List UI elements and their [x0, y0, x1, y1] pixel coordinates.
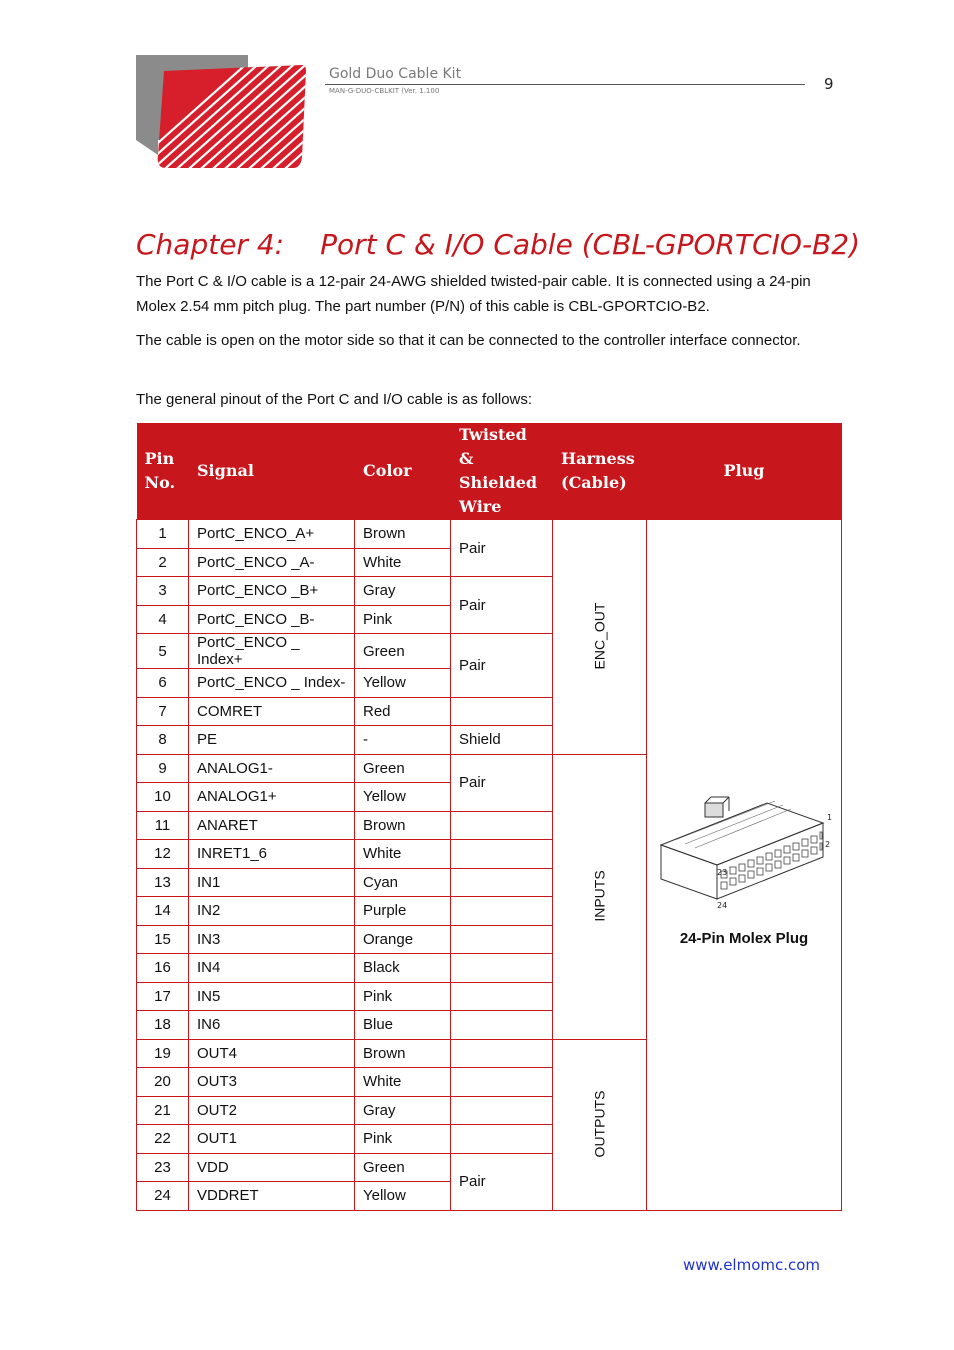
color-cell: White [355, 1068, 451, 1097]
pin-cell: 14 [137, 897, 189, 926]
signal-cell: ANARET [189, 811, 355, 840]
signal-cell: PE [189, 726, 355, 755]
color-cell: White [355, 840, 451, 869]
footer-website-link[interactable]: www.elmomc.com [683, 1256, 821, 1274]
paragraph-open-side: The cable is open on the motor side so that it can be connected to the controller interface connector. [136, 332, 801, 349]
color-cell: Brown [355, 811, 451, 840]
header-harness: Harness (Cable) [553, 423, 647, 520]
pin-cell: 15 [137, 925, 189, 954]
pin-cell: 2 [137, 548, 189, 577]
pin-cell: 24 [137, 1182, 189, 1211]
pin-cell: 22 [137, 1125, 189, 1154]
wire-cell [451, 697, 553, 726]
color-cell: Pink [355, 605, 451, 634]
color-cell: Brown [355, 1039, 451, 1068]
page-number: 9 [824, 75, 834, 93]
wire-cell: Pair [451, 577, 553, 634]
signal-cell: OUT3 [189, 1068, 355, 1097]
chapter-title: Port C & I/O Cable (CBL-GPORTCIO-B2) [320, 228, 860, 261]
signal-cell: VDD [189, 1153, 355, 1182]
color-cell: Yellow [355, 669, 451, 698]
color-cell: Green [355, 754, 451, 783]
wire-cell: Pair [451, 1153, 553, 1210]
pin-cell: 19 [137, 1039, 189, 1068]
harness-outputs [553, 1039, 647, 1210]
pin-cell: 13 [137, 868, 189, 897]
pin-cell: 8 [137, 726, 189, 755]
harness-inputs [553, 754, 647, 1039]
chapter-label: Chapter 4: [136, 228, 285, 261]
signal-cell: INRET1_6 [189, 840, 355, 869]
pin-cell: 12 [137, 840, 189, 869]
signal-cell: OUT2 [189, 1096, 355, 1125]
signal-cell: IN5 [189, 982, 355, 1011]
pinout-table [136, 423, 842, 1211]
color-cell: Blue [355, 1011, 451, 1040]
pin-cell: 18 [137, 1011, 189, 1040]
table-row [137, 520, 842, 549]
pin-cell: 17 [137, 982, 189, 1011]
color-cell: - [355, 726, 451, 755]
color-cell: Brown [355, 520, 451, 549]
header-plug: Plug [647, 423, 842, 520]
elmo-logo [136, 55, 320, 170]
pin-cell: 21 [137, 1096, 189, 1125]
wire-cell [451, 982, 553, 1011]
signal-cell: PortC_ENCO _ Index+ [189, 634, 355, 669]
wire-cell: Pair [451, 634, 553, 698]
signal-cell: IN2 [189, 897, 355, 926]
molex-plug-image [655, 783, 835, 918]
wire-cell [451, 925, 553, 954]
color-cell: Gray [355, 577, 451, 606]
color-cell: Green [355, 634, 451, 669]
wire-cell: Pair [451, 520, 553, 577]
wire-cell [451, 1125, 553, 1154]
plug-pin-label: 2 [825, 839, 831, 849]
plug-pin-label: 24 [717, 900, 728, 910]
color-cell: Pink [355, 982, 451, 1011]
signal-cell: IN6 [189, 1011, 355, 1040]
pin-cell: 10 [137, 783, 189, 812]
pin-cell: 7 [137, 697, 189, 726]
header-title: Gold Duo Cable Kit [329, 66, 462, 82]
pin-cell: 3 [137, 577, 189, 606]
plug-pin-label: 23 [717, 867, 728, 877]
header-twisted: Twisted & Shielded Wire [451, 423, 553, 520]
color-cell: Purple [355, 897, 451, 926]
color-cell: Orange [355, 925, 451, 954]
pin-cell: 4 [137, 605, 189, 634]
color-cell: Yellow [355, 783, 451, 812]
signal-cell: OUT4 [189, 1039, 355, 1068]
signal-cell: ANALOG1+ [189, 783, 355, 812]
header-pin: Pin No. [137, 423, 189, 520]
harness-enc-out [553, 520, 647, 755]
pin-cell: 9 [137, 754, 189, 783]
pin-cell: 23 [137, 1153, 189, 1182]
header-doc-id: MAN-G-DUO-CBLKIT (Ver. 1.100 [329, 87, 440, 95]
plug-cell [647, 520, 842, 1211]
harness-label: ENC_OUT [591, 602, 608, 670]
wire-cell [451, 954, 553, 983]
signal-cell: IN1 [189, 868, 355, 897]
wire-cell: Shield [451, 726, 553, 755]
signal-cell: PortC_ENCO _A- [189, 548, 355, 577]
table-header-row [137, 423, 842, 520]
signal-cell: PortC_ENCO_A+ [189, 520, 355, 549]
wire-cell [451, 868, 553, 897]
harness-label: INPUTS [591, 870, 608, 922]
color-cell: Gray [355, 1096, 451, 1125]
harness-label: OUTPUTS [591, 1090, 608, 1158]
signal-cell: PortC_ENCO _B+ [189, 577, 355, 606]
pin-cell: 11 [137, 811, 189, 840]
signal-cell: IN4 [189, 954, 355, 983]
wire-cell [451, 1039, 553, 1068]
pin-cell: 5 [137, 634, 189, 669]
signal-cell: PortC_ENCO _ Index- [189, 669, 355, 698]
pin-cell: 20 [137, 1068, 189, 1097]
color-cell: Cyan [355, 868, 451, 897]
signal-cell: VDDRET [189, 1182, 355, 1211]
color-cell: Black [355, 954, 451, 983]
color-cell: Red [355, 697, 451, 726]
color-cell: White [355, 548, 451, 577]
pin-cell: 16 [137, 954, 189, 983]
plug-label: 24-Pin Molex Plug [679, 929, 809, 947]
paragraph-pinout-lead: The general pinout of the Port C and I/O cable is as follows: [136, 391, 533, 408]
wire-cell [451, 897, 553, 926]
plug-pin-label: 1 [827, 812, 833, 822]
signal-cell: OUT1 [189, 1125, 355, 1154]
wire-cell [451, 1068, 553, 1097]
header-signal: Signal [189, 423, 355, 520]
pin-cell: 1 [137, 520, 189, 549]
color-cell: Green [355, 1153, 451, 1182]
chapter-heading [136, 228, 860, 261]
signal-cell: COMRET [189, 697, 355, 726]
header-rule [325, 84, 805, 85]
wire-cell [451, 1096, 553, 1125]
wire-cell [451, 811, 553, 840]
signal-cell: IN3 [189, 925, 355, 954]
color-cell: Pink [355, 1125, 451, 1154]
paragraph-intro: The Port C & I/O cable is a 12-pair 24-AWG shielded twisted-pair cable. It is connected using a 24-pin Molex 2.54 mm pitch plug. The part number (P/N) of this cable is CBL-GPORTCIO-B2. [136, 273, 811, 315]
pin-cell: 6 [137, 669, 189, 698]
signal-cell: ANALOG1- [189, 754, 355, 783]
wire-cell [451, 1011, 553, 1040]
wire-cell: Pair [451, 754, 553, 811]
header-color: Color [355, 423, 451, 520]
signal-cell: PortC_ENCO _B- [189, 605, 355, 634]
color-cell: Yellow [355, 1182, 451, 1211]
wire-cell [451, 840, 553, 869]
